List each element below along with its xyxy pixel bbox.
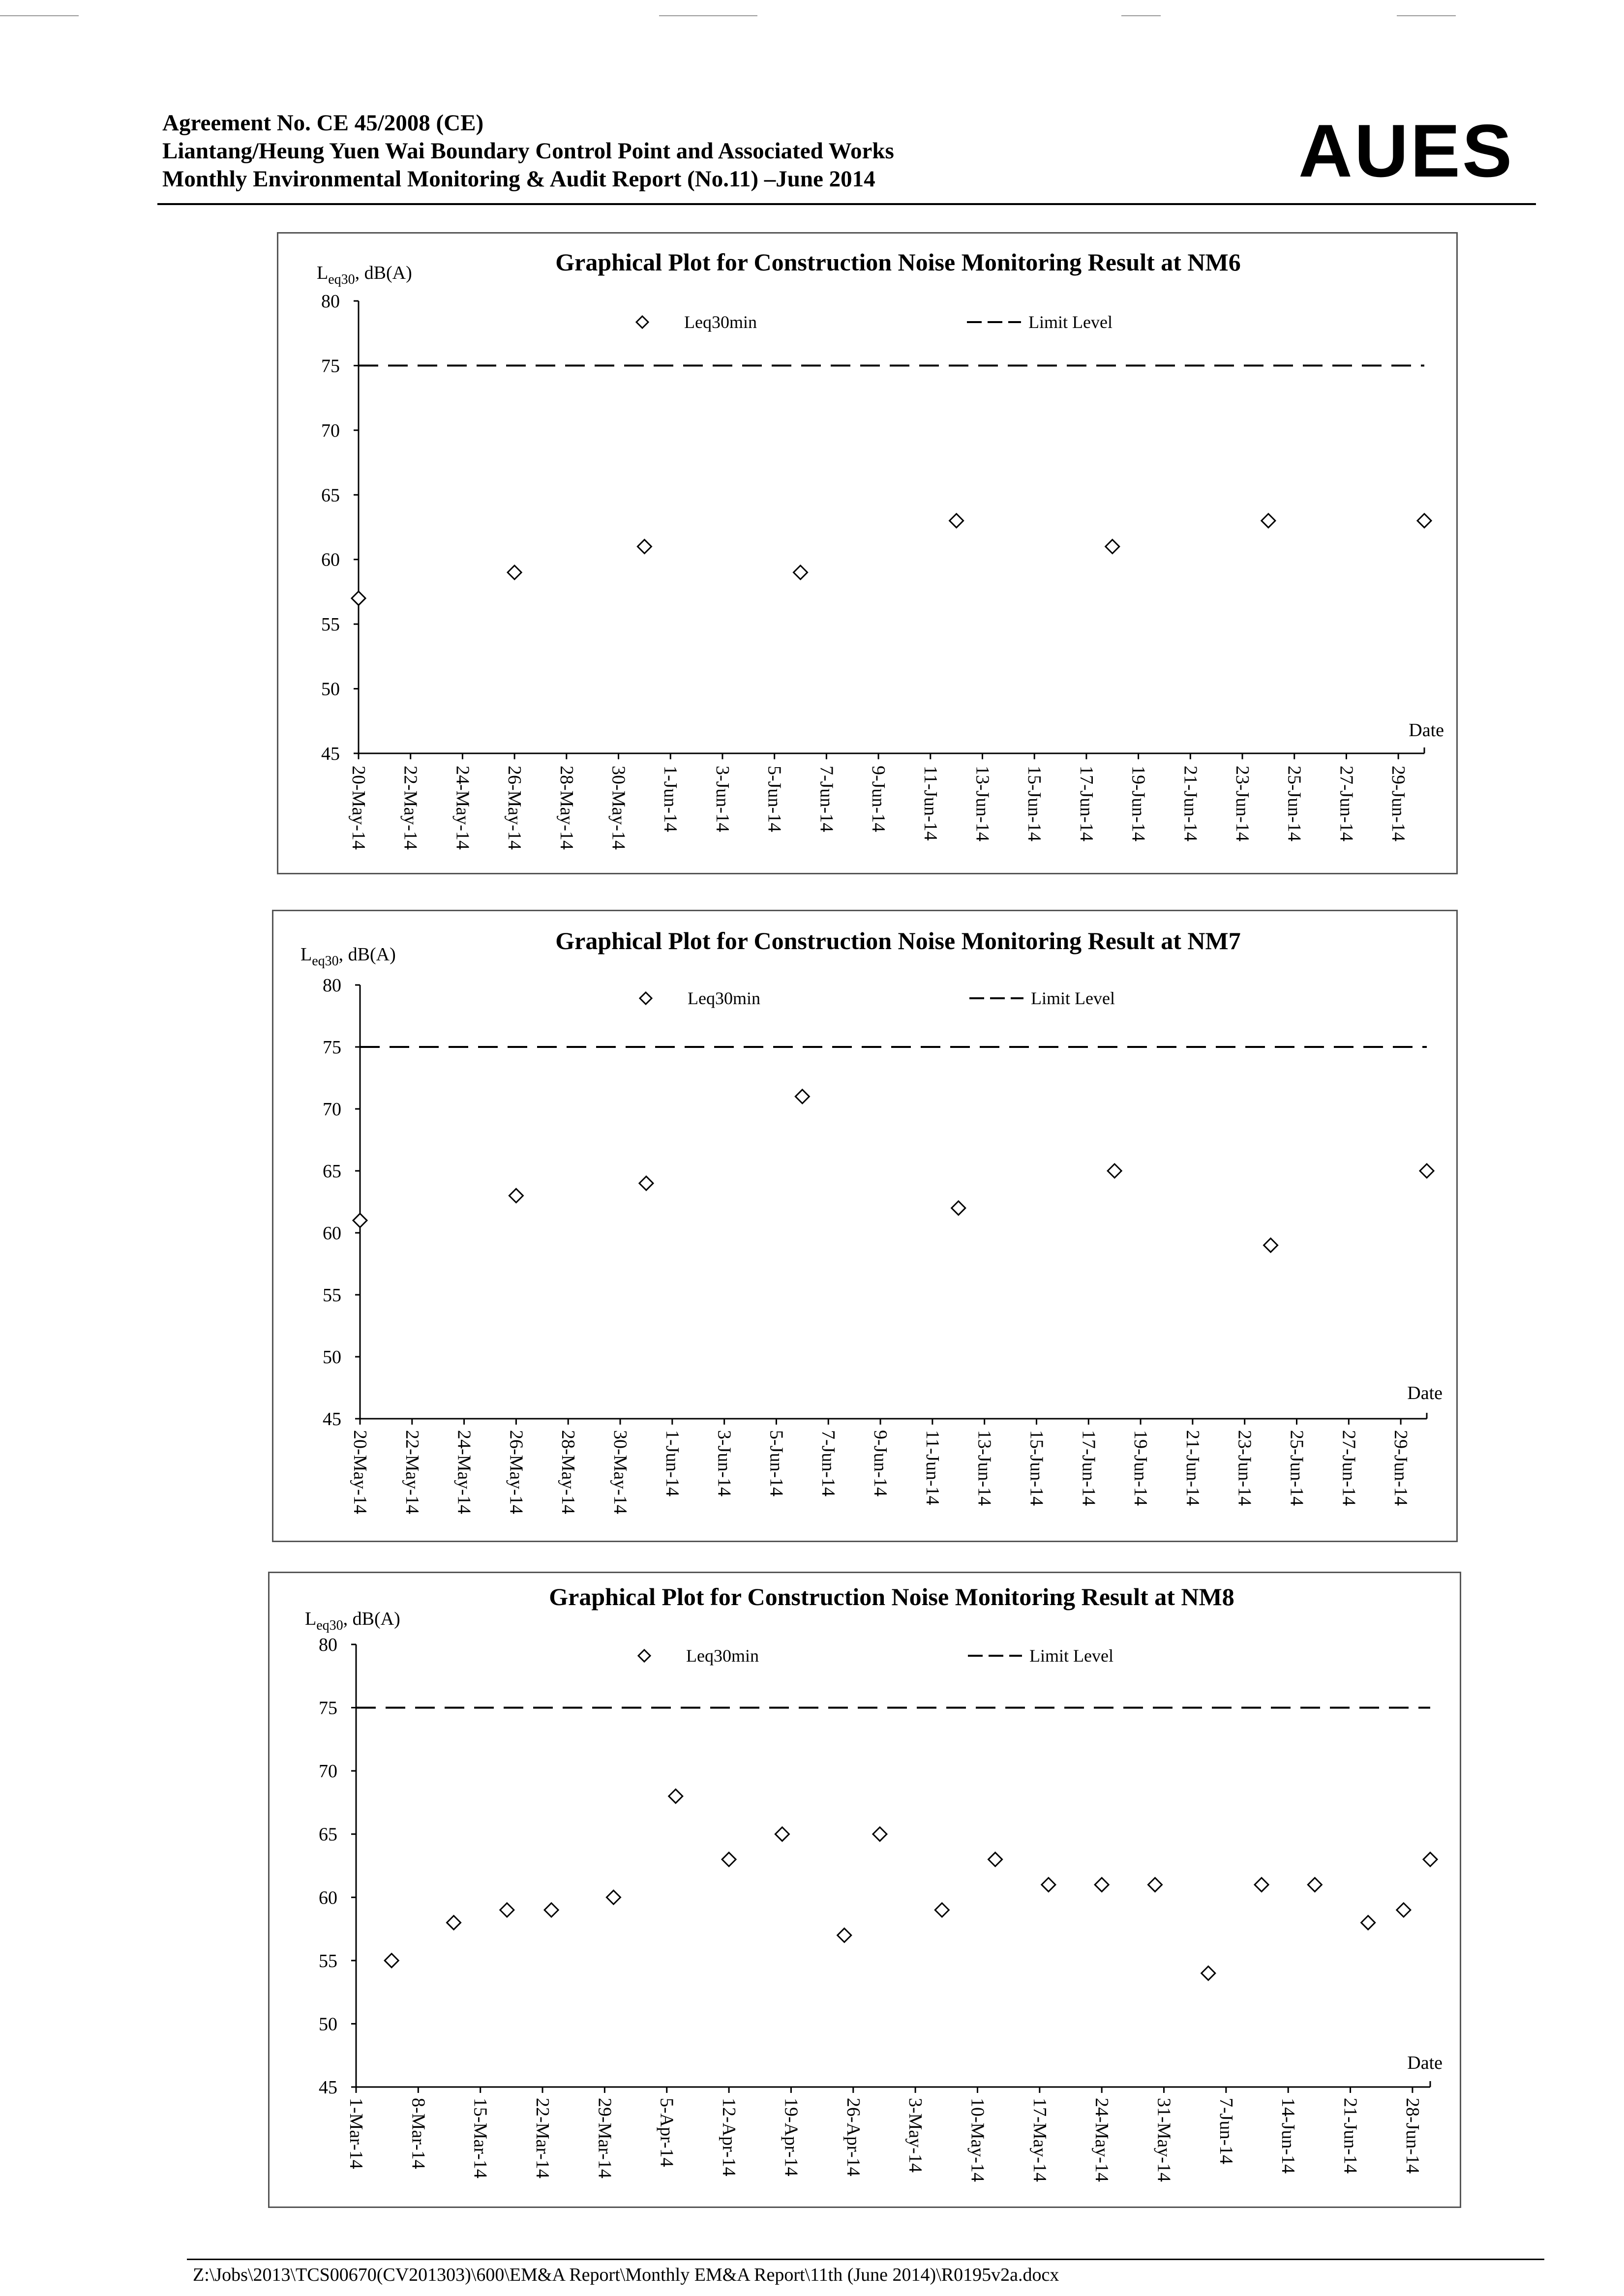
- data-point-diamond: [1361, 1916, 1375, 1930]
- y-tick-label: 75: [323, 1037, 341, 1058]
- legend-limit-label: Limit Level: [1031, 988, 1115, 1008]
- data-point-diamond: [1255, 1878, 1268, 1892]
- x-tick-label: 31-May-14: [1153, 2098, 1174, 2182]
- y-axis-label-main: L: [317, 263, 329, 283]
- y-tick-label: 65: [321, 485, 340, 506]
- x-tick-label: 26-May-14: [504, 766, 525, 850]
- x-tick-label: 8-Mar-14: [408, 2098, 429, 2169]
- legend-diamond-icon: [640, 992, 652, 1004]
- x-tick-label: 7-Jun-14: [816, 766, 837, 833]
- y-axis-label-unit: , dB(A): [355, 263, 412, 283]
- data-point-diamond: [544, 1903, 558, 1917]
- x-tick-label: 5-Jun-14: [764, 766, 785, 833]
- y-tick-label: 55: [319, 1950, 337, 1971]
- chart-panel-nm8: [268, 1572, 1461, 2208]
- data-point-diamond: [1106, 539, 1119, 553]
- data-point-diamond: [795, 1090, 809, 1103]
- y-axis-label-main: L: [301, 944, 312, 965]
- y-axis-label-main: L: [305, 1609, 317, 1629]
- y-tick-label: 55: [321, 614, 340, 635]
- x-tick-label: 24-May-14: [1091, 2098, 1113, 2182]
- x-tick-label: 29-Mar-14: [594, 2098, 615, 2178]
- x-tick-label: 12-Apr-14: [719, 2098, 740, 2177]
- y-tick-label: 50: [323, 1347, 341, 1368]
- x-tick-label: 21-Jun-14: [1340, 2098, 1361, 2174]
- x-tick-label: 29-Jun-14: [1388, 766, 1409, 842]
- x-tick-label: 1-Jun-14: [662, 1430, 683, 1497]
- x-tick-label: 3-Jun-14: [714, 1430, 735, 1497]
- data-point-diamond: [1095, 1878, 1109, 1892]
- x-tick-label: 24-May-14: [452, 766, 473, 850]
- x-tick-label: 25-Jun-14: [1284, 766, 1305, 842]
- x-tick-label: 20-May-14: [350, 1430, 370, 1514]
- x-tick-label: 26-Apr-14: [842, 2098, 864, 2177]
- chart-panel-nm6: [277, 232, 1458, 874]
- data-point-diamond: [1397, 1903, 1411, 1917]
- x-tick-label: 22-May-14: [400, 766, 421, 850]
- aues-logo: [1298, 109, 1514, 193]
- x-tick-label: 10-May-14: [967, 2098, 988, 2182]
- x-tick-label: 27-Jun-14: [1336, 766, 1357, 842]
- data-point-diamond: [1202, 1967, 1215, 1980]
- agreement-number: Agreement No. CE 45/2008 (CE): [162, 110, 484, 136]
- data-point-diamond: [508, 566, 521, 579]
- data-point-diamond: [873, 1827, 887, 1841]
- y-tick-label: 75: [319, 1698, 337, 1719]
- project-name: Liantang/Heung Yuen Wai Boundary Control Point and Associated Works: [162, 138, 894, 164]
- y-tick-label: 65: [319, 1824, 337, 1845]
- chart-panel-nm7: [272, 910, 1458, 1542]
- x-tick-label: 13-Jun-14: [972, 766, 993, 842]
- data-point-diamond: [950, 514, 963, 528]
- chart-title: Graphical Plot for Construction Noise Monitoring Result at NM8: [549, 1583, 1234, 1610]
- x-axis-label: Date: [1409, 720, 1444, 741]
- data-point-diamond: [669, 1789, 683, 1803]
- data-point-diamond: [838, 1928, 851, 1942]
- x-axis-label: Date: [1407, 1383, 1443, 1403]
- data-point-diamond: [1148, 1878, 1162, 1892]
- report-title: Monthly Environmental Monitoring & Audit Report (No.11) –June 2014: [162, 166, 875, 192]
- x-tick-label: 15-Jun-14: [1024, 766, 1045, 842]
- chart-nm6: [278, 234, 1456, 873]
- x-tick-label: 5-Jun-14: [766, 1430, 787, 1497]
- y-tick-label: 70: [321, 420, 340, 441]
- x-tick-label: 19-Apr-14: [781, 2098, 802, 2177]
- x-tick-label: 19-Jun-14: [1130, 1430, 1151, 1506]
- data-point-diamond: [1423, 1852, 1437, 1866]
- chart-nm7: [273, 911, 1456, 1541]
- data-point-diamond: [1417, 514, 1431, 528]
- chart-title: Graphical Plot for Construction Noise Monitoring Result at NM7: [555, 927, 1241, 954]
- x-tick-label: 28-Jun-14: [1402, 2098, 1423, 2174]
- x-tick-label: 22-May-14: [401, 1430, 422, 1514]
- data-point-diamond: [1420, 1164, 1434, 1178]
- x-tick-label: 7-Jun-14: [1215, 2098, 1236, 2165]
- data-point-diamond: [509, 1189, 523, 1202]
- data-point-diamond: [722, 1852, 736, 1866]
- x-tick-label: 23-Jun-14: [1232, 766, 1253, 842]
- y-tick-label: 45: [319, 2077, 337, 2098]
- x-tick-label: 19-Jun-14: [1128, 766, 1149, 842]
- x-tick-label: 27-Jun-14: [1338, 1430, 1359, 1506]
- data-point-diamond: [1108, 1164, 1121, 1178]
- data-point-diamond: [935, 1903, 949, 1917]
- x-tick-label: 28-May-14: [556, 766, 577, 850]
- legend-limit-label: Limit Level: [1029, 1646, 1113, 1666]
- x-tick-label: 25-Jun-14: [1286, 1430, 1307, 1506]
- data-point-diamond: [1264, 1238, 1278, 1252]
- x-tick-label: 15-Mar-14: [470, 2098, 491, 2178]
- x-tick-label: 1-Mar-14: [346, 2098, 366, 2169]
- legend-limit-label: Limit Level: [1028, 312, 1113, 332]
- document-path: Z:\Jobs\2013\TCS00670(CV201303)\600\EM&A Report\Monthly EM&A Report\11th (June 2014)\R0195v2a.docx: [193, 2265, 1059, 2285]
- x-tick-label: 9-Jun-14: [868, 766, 889, 833]
- y-tick-label: 70: [319, 1761, 337, 1782]
- y-axis-label: [301, 944, 396, 969]
- data-point-diamond: [794, 566, 808, 579]
- y-tick-label: 75: [321, 356, 340, 377]
- footer-divider: [187, 2259, 1544, 2260]
- y-tick-label: 65: [323, 1161, 341, 1182]
- x-tick-label: 9-Jun-14: [870, 1430, 891, 1497]
- data-point-diamond: [447, 1916, 461, 1930]
- chart-title: Graphical Plot for Construction Noise Monitoring Result at NM6: [555, 248, 1241, 276]
- legend-series-label: Leq30min: [688, 988, 760, 1008]
- x-tick-label: 11-Jun-14: [920, 766, 941, 841]
- x-tick-label: 23-Jun-14: [1234, 1430, 1255, 1506]
- data-point-diamond: [1042, 1878, 1055, 1892]
- x-tick-label: 3-May-14: [905, 2098, 926, 2173]
- data-point-diamond: [385, 1954, 398, 1968]
- chart-content: [301, 927, 1443, 1514]
- chart-nm8: [270, 1573, 1460, 2207]
- x-tick-label: 11-Jun-14: [922, 1430, 943, 1505]
- x-tick-label: 30-May-14: [608, 766, 629, 850]
- y-tick-label: 60: [321, 549, 340, 570]
- y-tick-label: 50: [319, 2014, 337, 2035]
- chart-content: [317, 248, 1444, 850]
- x-tick-label: 28-May-14: [558, 1430, 579, 1514]
- x-tick-label: 22-Mar-14: [532, 2098, 553, 2178]
- x-tick-label: 5-Apr-14: [656, 2098, 677, 2167]
- x-tick-label: 17-Jun-14: [1076, 766, 1097, 842]
- data-point-diamond: [352, 592, 365, 605]
- y-tick-label: 80: [323, 975, 341, 996]
- x-tick-label: 21-Jun-14: [1180, 766, 1201, 842]
- data-point-diamond: [500, 1903, 514, 1917]
- x-tick-label: 1-Jun-14: [660, 766, 681, 833]
- data-point-diamond: [1262, 514, 1275, 528]
- y-axis-label: [317, 263, 412, 287]
- x-tick-label: 3-Jun-14: [712, 766, 733, 833]
- y-tick-label: 60: [323, 1223, 341, 1244]
- x-tick-label: 29-Jun-14: [1390, 1430, 1412, 1506]
- y-axis-label-sub: eq30: [328, 272, 355, 287]
- x-tick-label: 24-May-14: [453, 1430, 475, 1514]
- x-tick-label: 13-Jun-14: [974, 1430, 995, 1506]
- legend-series-label: Leq30min: [686, 1646, 759, 1666]
- x-tick-label: 17-Jun-14: [1078, 1430, 1099, 1506]
- data-point-diamond: [989, 1852, 1002, 1866]
- y-axis-label-sub: eq30: [316, 1618, 343, 1633]
- y-tick-label: 80: [319, 1635, 337, 1655]
- y-tick-label: 55: [323, 1285, 341, 1306]
- y-axis-label: [305, 1609, 400, 1633]
- data-point-diamond: [1308, 1878, 1322, 1892]
- data-point-diamond: [775, 1827, 789, 1841]
- x-tick-label: 15-Jun-14: [1026, 1430, 1047, 1506]
- x-tick-label: 7-Jun-14: [818, 1430, 839, 1497]
- header-divider: [157, 203, 1536, 205]
- legend-series-label: Leq30min: [684, 312, 757, 332]
- x-tick-label: 30-May-14: [610, 1430, 631, 1514]
- y-axis-label-unit: , dB(A): [343, 1609, 400, 1629]
- chart-content: [305, 1583, 1443, 2182]
- x-tick-label: 20-May-14: [348, 766, 369, 850]
- y-tick-label: 50: [321, 679, 340, 700]
- y-axis-label-sub: eq30: [312, 954, 339, 969]
- legend-diamond-icon: [636, 316, 648, 328]
- x-tick-label: 17-May-14: [1029, 2098, 1050, 2182]
- data-point-diamond: [637, 539, 651, 553]
- y-axis-label-unit: , dB(A): [338, 944, 396, 965]
- data-point-diamond: [606, 1890, 620, 1904]
- x-tick-label: 14-Jun-14: [1278, 2098, 1299, 2174]
- data-point-diamond: [639, 1176, 653, 1190]
- x-tick-label: 21-Jun-14: [1182, 1430, 1203, 1506]
- logo-text: AUES: [1298, 109, 1514, 193]
- y-tick-label: 45: [321, 744, 340, 764]
- y-tick-label: 70: [323, 1099, 341, 1120]
- y-tick-label: 60: [319, 1887, 337, 1908]
- x-tick-label: 26-May-14: [506, 1430, 527, 1514]
- data-point-diamond: [353, 1214, 367, 1227]
- data-point-diamond: [952, 1201, 965, 1215]
- y-tick-label: 45: [323, 1409, 341, 1430]
- y-tick-label: 80: [321, 291, 340, 312]
- legend-diamond-icon: [638, 1650, 650, 1662]
- x-axis-label: Date: [1407, 2053, 1443, 2073]
- scan-edge-marks: [0, 11, 1624, 21]
